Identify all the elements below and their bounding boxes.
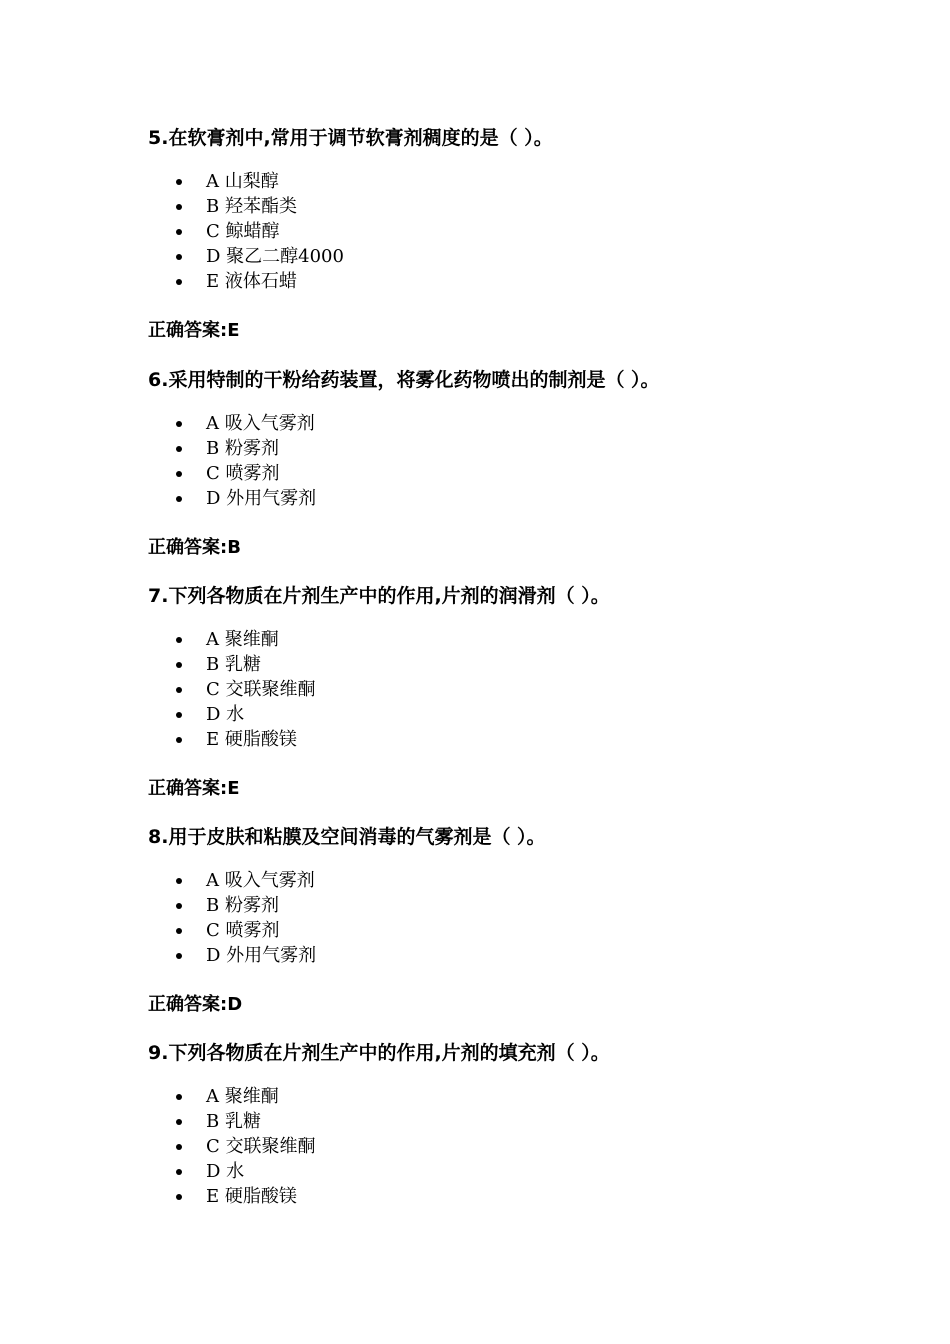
option-item: D 聚乙二醇4000 — [174, 244, 344, 269]
option-item: B 羟苯酯类 — [174, 194, 344, 219]
bullet-icon — [176, 471, 182, 477]
option-item: E 硬脂酸镁 — [174, 727, 316, 752]
bullet-icon — [176, 737, 182, 743]
bullet-icon — [176, 953, 182, 959]
question-title: 8.用于皮肤和粘膜及空间消毒的气雾剂是（ ）。 — [148, 826, 546, 848]
question-8 — [148, 824, 908, 1015]
option-item: C 喷雾剂 — [174, 461, 316, 486]
option-item: D 水 — [174, 1159, 316, 1184]
bullet-icon — [176, 712, 182, 718]
option-item: E 液体石蜡 — [174, 269, 344, 294]
option-item: B 粉雾剂 — [174, 436, 316, 461]
question-7 — [148, 583, 908, 799]
option-item: D 外用气雾剂 — [174, 486, 316, 511]
bullet-icon — [176, 637, 182, 643]
option-item: B 乳糖 — [174, 1109, 316, 1134]
correct-answer: 正确答案:D — [148, 994, 243, 1015]
option-item: A 聚维酮 — [174, 1084, 316, 1109]
option-item: A 山梨醇 — [174, 169, 344, 194]
option-item: B 乳糖 — [174, 652, 316, 677]
option-item: D 外用气雾剂 — [174, 943, 316, 968]
question-9 — [148, 1040, 908, 1207]
bullet-icon — [176, 878, 182, 884]
option-item: C 交联聚维酮 — [174, 677, 316, 702]
bullet-icon — [176, 903, 182, 909]
bullet-icon — [176, 1119, 182, 1125]
option-item: A 吸入气雾剂 — [174, 868, 316, 893]
bullet-icon — [176, 1194, 182, 1200]
question-5 — [148, 125, 908, 341]
option-list — [174, 868, 316, 968]
question-title: 9.下列各物质在片剂生产中的作用,片剂的填充剂（ ）。 — [148, 1042, 610, 1064]
option-item: B 粉雾剂 — [174, 893, 316, 918]
bullet-icon — [176, 662, 182, 668]
option-item: D 水 — [174, 702, 316, 727]
option-item: E 硬脂酸镁 — [174, 1184, 316, 1209]
correct-answer: 正确答案:B — [148, 537, 241, 558]
correct-answer: 正确答案:E — [148, 778, 240, 799]
bullet-icon — [176, 1169, 182, 1175]
option-item: A 吸入气雾剂 — [174, 411, 316, 436]
bullet-icon — [176, 229, 182, 235]
option-list — [174, 627, 316, 752]
option-item: C 喷雾剂 — [174, 918, 316, 943]
bullet-icon — [176, 928, 182, 934]
question-6 — [148, 367, 908, 558]
bullet-icon — [176, 446, 182, 452]
bullet-icon — [176, 179, 182, 185]
bullet-icon — [176, 279, 182, 285]
bullet-icon — [176, 1144, 182, 1150]
bullet-icon — [176, 254, 182, 260]
bullet-icon — [176, 204, 182, 210]
option-list — [174, 169, 344, 294]
bullet-icon — [176, 421, 182, 427]
question-title: 7.下列各物质在片剂生产中的作用,片剂的润滑剂（ ）。 — [148, 585, 610, 607]
question-title: 6.采用特制的干粉给药装置，将雾化药物喷出的制剂是（ ）。 — [148, 369, 660, 391]
option-list — [174, 1084, 316, 1209]
option-item: C 交联聚维酮 — [174, 1134, 316, 1159]
bullet-icon — [176, 496, 182, 502]
option-list — [174, 411, 316, 511]
question-title: 5.在软膏剂中,常用于调节软膏剂稠度的是（ ）。 — [148, 127, 553, 149]
option-item: A 聚维酮 — [174, 627, 316, 652]
correct-answer: 正确答案:E — [148, 320, 240, 341]
bullet-icon — [176, 1094, 182, 1100]
bullet-icon — [176, 687, 182, 693]
option-item: C 鲸蜡醇 — [174, 219, 344, 244]
